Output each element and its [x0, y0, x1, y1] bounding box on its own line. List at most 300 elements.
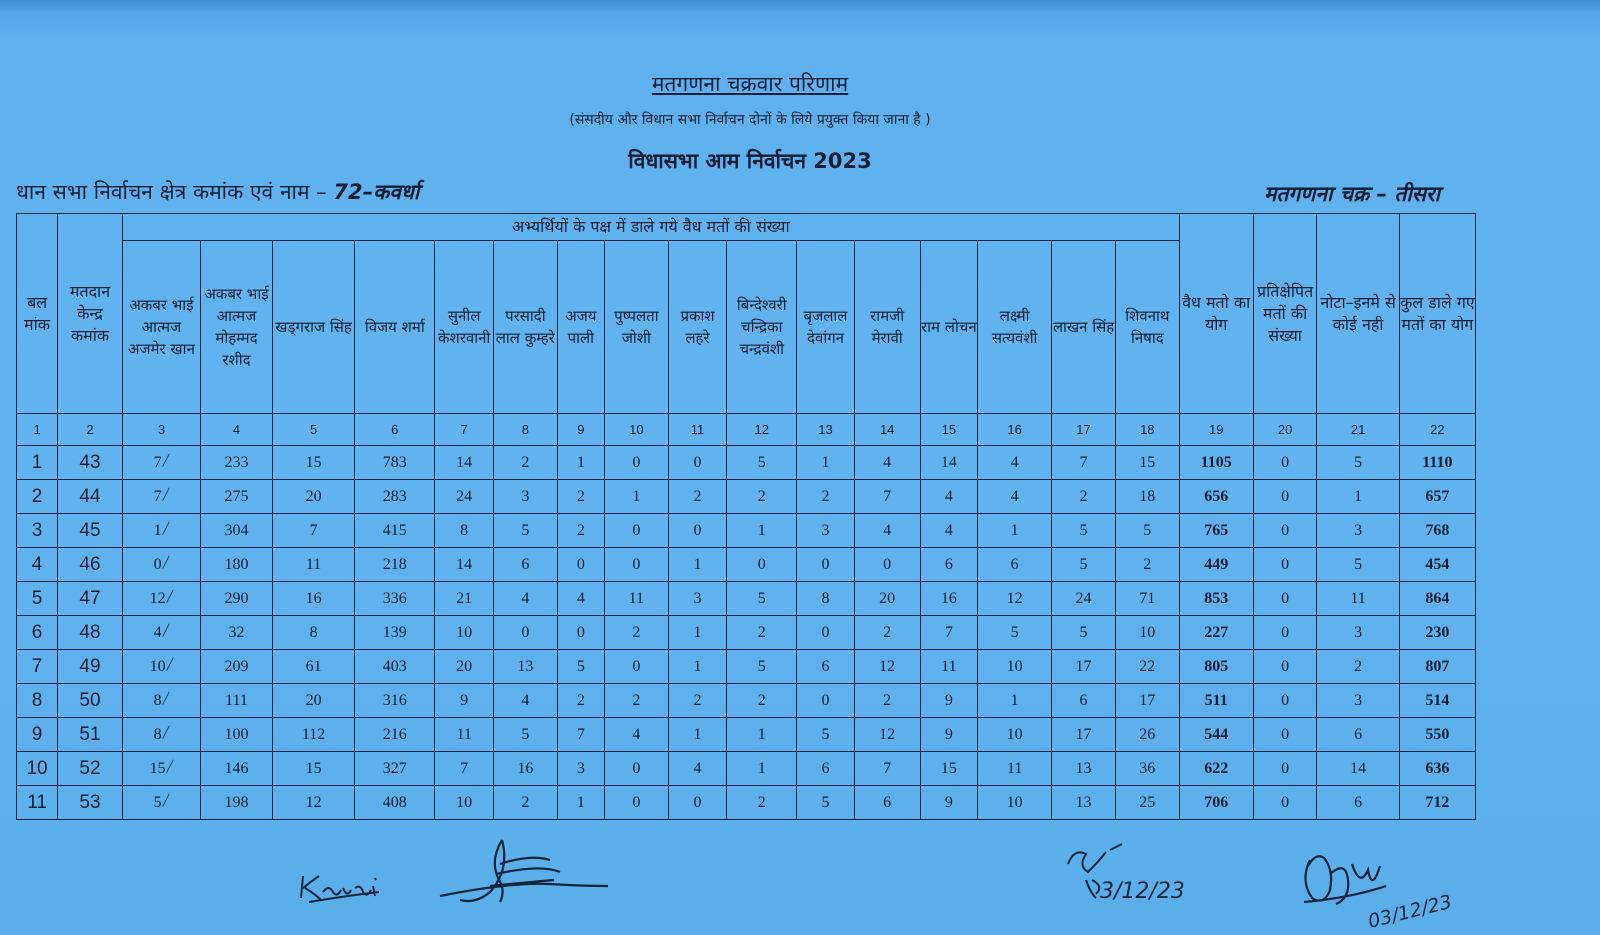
cell-value: 10	[26, 757, 48, 779]
cell-value: 9	[944, 725, 953, 743]
cell-value: 4	[576, 589, 585, 607]
table-cell	[1253, 548, 1317, 582]
table-cell	[201, 684, 273, 718]
cell-value: 48	[79, 621, 101, 643]
cell-value: 3	[521, 487, 530, 505]
table-cell	[17, 480, 58, 514]
table-cell	[727, 650, 797, 684]
cell-value: 0	[632, 657, 641, 675]
cell-value: 327	[382, 759, 407, 777]
table-cell	[17, 548, 58, 582]
table-cell	[557, 684, 604, 718]
table-cell	[1052, 752, 1116, 786]
table-cell	[493, 650, 557, 684]
table-row	[17, 548, 1476, 582]
table-cell	[355, 718, 435, 752]
cell-value: 514	[1425, 691, 1450, 709]
cell-value: 511	[1204, 691, 1228, 709]
cell-value: 2	[757, 793, 766, 811]
round-label: मतगणना चक्र –	[1263, 182, 1388, 206]
table-cell	[122, 548, 200, 582]
cell-value: 11	[941, 657, 957, 675]
table-cell	[435, 616, 494, 650]
cell-value: 1105	[1200, 453, 1232, 471]
table-cell	[1115, 446, 1179, 480]
col-header-14: रामजी मेरावी	[854, 241, 920, 414]
cell-value: 9	[460, 691, 469, 709]
column-number: 21	[1317, 414, 1399, 446]
cell-value: 13	[1075, 793, 1092, 811]
column-number: 6	[355, 414, 435, 446]
column-number: 20	[1253, 414, 1317, 446]
table-cell	[604, 616, 668, 650]
cell-value: 7	[1079, 453, 1088, 471]
cell-value: 2	[757, 487, 766, 505]
cell-value: 1	[576, 793, 585, 811]
table-cell	[1399, 752, 1475, 786]
cell-value: 2	[632, 691, 641, 709]
table-cell	[435, 718, 494, 752]
table-cell	[797, 684, 855, 718]
check-mark-icon: ╱	[166, 590, 174, 603]
cell-value: 7	[309, 521, 318, 539]
table-cell	[122, 786, 200, 820]
table-cell	[1179, 616, 1253, 650]
table-cell	[1317, 786, 1399, 820]
table-cell	[854, 480, 920, 514]
cell-value: 11	[305, 555, 322, 573]
cell-value: 6	[883, 793, 892, 811]
table-cell	[58, 514, 123, 548]
table-cell	[668, 684, 727, 718]
table-cell	[557, 514, 604, 548]
table-cell	[272, 514, 354, 548]
column-number: 10	[604, 414, 668, 446]
cell-value: 304	[224, 521, 249, 539]
table-row	[17, 616, 1476, 650]
table-cell	[727, 480, 797, 514]
table-cell	[797, 514, 855, 548]
cell-value: 24	[456, 487, 473, 505]
table-cell	[604, 684, 668, 718]
cell-value: 112	[301, 725, 326, 743]
col-header-10: पुष्पलता जोशी	[604, 241, 668, 414]
cell-value: 13	[1075, 759, 1092, 777]
table-cell	[1399, 616, 1475, 650]
column-number: 3	[122, 414, 200, 446]
cell-value: 47	[79, 587, 101, 609]
signature-4	[1290, 840, 1465, 935]
table-cell	[201, 548, 273, 582]
cell-value: 22	[1139, 657, 1156, 675]
cell-value: 71	[1139, 589, 1156, 607]
table-cell	[1052, 684, 1116, 718]
table-cell	[355, 548, 435, 582]
col-header-19: वैध मतो का योग	[1179, 214, 1253, 414]
cell-value: 5	[757, 453, 766, 471]
table-cell	[272, 548, 354, 582]
table-cell	[435, 582, 494, 616]
table-cell	[201, 718, 273, 752]
table-cell	[668, 786, 727, 820]
table-cell	[1399, 446, 1475, 480]
table-cell	[727, 684, 797, 718]
table-cell	[17, 650, 58, 684]
table-cell	[668, 718, 727, 752]
table-cell	[1399, 548, 1475, 582]
table-cell	[493, 718, 557, 752]
table-cell	[1317, 446, 1399, 480]
table-cell	[727, 752, 797, 786]
cell-value: 8	[821, 589, 830, 607]
cell-value: 6	[1354, 793, 1363, 811]
cell-value: 768	[1425, 521, 1450, 539]
table-cell	[1317, 752, 1399, 786]
cell-value: 11	[1006, 759, 1023, 777]
table-cell	[1399, 650, 1475, 684]
cell-value: 550	[1425, 725, 1450, 743]
table-cell	[435, 752, 494, 786]
table-cell	[1317, 548, 1399, 582]
cell-value: 5	[1010, 623, 1019, 641]
table-cell	[604, 446, 668, 480]
cell-value: 0	[821, 691, 830, 709]
cell-value: 1	[757, 759, 766, 777]
cell-value: 230	[1425, 623, 1450, 641]
table-cell	[122, 446, 200, 480]
cell-value: 2	[521, 793, 530, 811]
table-cell	[355, 650, 435, 684]
cell-value: 6	[944, 555, 953, 573]
cell-value: 14	[940, 453, 957, 471]
table-cell	[493, 548, 557, 582]
cell-value: 0	[1281, 691, 1290, 709]
table-cell	[797, 752, 855, 786]
table-cell	[1253, 446, 1317, 480]
results-body	[17, 414, 1476, 820]
cell-value: 2	[1079, 487, 1088, 505]
cell-value: 1110	[1422, 453, 1453, 471]
table-cell	[557, 446, 604, 480]
constituency-line	[16, 178, 419, 206]
table-cell	[557, 548, 604, 582]
table-cell	[493, 480, 557, 514]
table-cell	[1052, 582, 1116, 616]
table-cell	[58, 650, 123, 684]
column-number: 2	[58, 414, 123, 446]
table-cell	[1253, 718, 1317, 752]
cell-value: 180	[224, 555, 249, 573]
cell-value: 5	[521, 725, 530, 743]
cell-value: 636	[1425, 759, 1450, 777]
cell-value: 111	[225, 691, 248, 709]
table-cell	[1317, 718, 1399, 752]
cell-value: 6	[521, 555, 530, 573]
cell-value: 14	[456, 555, 473, 573]
cell-value: 4	[1010, 453, 1019, 471]
table-row	[17, 514, 1476, 548]
cell-value: 5	[31, 587, 43, 609]
table-cell	[201, 752, 273, 786]
cell-value: 6	[31, 621, 43, 643]
table-cell	[435, 786, 494, 820]
cell-value: 6	[1354, 725, 1363, 743]
table-cell	[1253, 752, 1317, 786]
table-cell	[727, 616, 797, 650]
table-cell	[1115, 650, 1179, 684]
cell-value: 12	[1006, 589, 1023, 607]
cell-value: 1	[693, 555, 702, 573]
cell-value: 51	[79, 723, 101, 745]
cell-value: 0	[1281, 793, 1290, 811]
table-cell	[355, 446, 435, 480]
table-cell	[122, 684, 200, 718]
cell-value: 12	[149, 589, 166, 607]
table-cell	[854, 752, 920, 786]
table-row	[17, 684, 1476, 718]
column-number: 14	[854, 414, 920, 446]
table-cell	[58, 752, 123, 786]
table-cell	[727, 514, 797, 548]
cell-value: 0	[632, 793, 641, 811]
table-cell	[1179, 514, 1253, 548]
table-cell	[122, 718, 200, 752]
cell-value: 139	[382, 623, 407, 641]
table-cell	[668, 582, 727, 616]
cell-value: 1	[576, 453, 585, 471]
cell-value: 1	[153, 521, 162, 539]
table-cell	[920, 650, 978, 684]
table-cell	[1179, 548, 1253, 582]
cell-value: 6	[821, 759, 830, 777]
cell-value: 61	[305, 657, 322, 675]
column-number: 19	[1179, 414, 1253, 446]
table-cell	[668, 514, 727, 548]
cell-value: 5	[1354, 555, 1363, 573]
table-cell	[1399, 514, 1475, 548]
cell-value: 0	[883, 555, 892, 573]
table-cell	[58, 616, 123, 650]
cell-value: 2	[883, 691, 892, 709]
table-cell	[1115, 752, 1179, 786]
table-cell	[604, 582, 668, 616]
table-cell	[493, 752, 557, 786]
cell-value: 1	[693, 623, 702, 641]
cell-value: 454	[1425, 555, 1450, 573]
table-cell	[854, 514, 920, 548]
table-cell	[1052, 650, 1116, 684]
column-number: 8	[493, 414, 557, 446]
table-cell	[1399, 582, 1475, 616]
cell-value: 3	[1354, 691, 1363, 709]
table-cell	[122, 616, 200, 650]
col-header-9: अजय पाली	[557, 241, 604, 414]
cell-value: 415	[382, 521, 407, 539]
svg-text:03/12/23: 03/12/23	[1365, 890, 1455, 933]
page-title: मतगणना चक्रवार परिणाम	[651, 72, 849, 96]
table-cell	[435, 650, 494, 684]
cell-value: 275	[224, 487, 249, 505]
table-cell	[854, 786, 920, 820]
table-cell	[58, 582, 123, 616]
table-cell	[727, 446, 797, 480]
table-cell	[272, 786, 354, 820]
table-cell	[435, 446, 494, 480]
table-cell	[493, 616, 557, 650]
cell-value: 2	[757, 623, 766, 641]
col-header-1: बल मांक	[17, 214, 58, 414]
cell-value: 11	[27, 791, 47, 813]
cell-value: 0	[693, 453, 702, 471]
table-cell	[1179, 446, 1253, 480]
table-cell	[604, 718, 668, 752]
table-cell	[727, 786, 797, 820]
cell-value: 4	[521, 691, 530, 709]
table-cell	[668, 752, 727, 786]
table-cell	[854, 616, 920, 650]
cell-value: 0	[1281, 555, 1290, 573]
table-cell	[604, 548, 668, 582]
cell-value: 1	[821, 453, 830, 471]
table-cell	[854, 446, 920, 480]
table-cell	[122, 582, 200, 616]
cell-value: 4	[31, 553, 43, 575]
cell-value: 7	[883, 487, 892, 505]
cell-value: 0	[632, 759, 641, 777]
table-cell	[668, 548, 727, 582]
col-header-18: शिवनाथ निषाद	[1115, 241, 1179, 414]
table-cell	[272, 684, 354, 718]
cell-value: 21	[456, 589, 473, 607]
cell-value: 1	[693, 725, 702, 743]
election-heading: विधासभा आम निर्वाचन 2023	[628, 149, 872, 173]
cell-value: 15	[940, 759, 957, 777]
cell-value: 6	[1079, 691, 1088, 709]
table-cell	[604, 650, 668, 684]
cell-value: 336	[382, 589, 407, 607]
cell-value: 403	[382, 657, 407, 675]
column-number: 12	[727, 414, 797, 446]
cell-value: 17	[1075, 657, 1092, 675]
cell-value: 765	[1204, 521, 1229, 539]
cell-value: 10	[456, 623, 473, 641]
cell-value: 3	[31, 519, 43, 541]
cell-value: 10	[149, 657, 166, 675]
cell-value: 16	[305, 589, 322, 607]
table-cell	[557, 650, 604, 684]
table-cell	[355, 684, 435, 718]
col-header-5: खड्गराज सिंह	[272, 241, 354, 414]
table-cell	[1399, 480, 1475, 514]
table-cell	[272, 480, 354, 514]
cell-value: 2	[757, 691, 766, 709]
cell-value: 10	[1006, 657, 1023, 675]
cell-value: 0	[576, 623, 585, 641]
table-cell	[978, 684, 1052, 718]
table-cell	[978, 446, 1052, 480]
table-cell	[668, 446, 727, 480]
table-cell	[1179, 786, 1253, 820]
table-cell	[122, 480, 200, 514]
cell-value: 209	[224, 657, 249, 675]
cell-value: 8	[460, 521, 469, 539]
col-header-6: विजय शर्मा	[355, 241, 435, 414]
table-cell	[668, 650, 727, 684]
page-subtitle: (संसदीय और विधान सभा निर्वाचन दोनों के लिये प्रयुक्त किया जाना है )	[569, 112, 931, 128]
cell-value: 2	[1143, 555, 1152, 573]
cell-value: 4	[944, 487, 953, 505]
cell-value: 0	[632, 521, 641, 539]
table-cell	[920, 616, 978, 650]
cell-value: 2	[521, 453, 530, 471]
cell-value: 5	[821, 793, 830, 811]
table-cell	[201, 446, 273, 480]
table-cell	[122, 650, 200, 684]
cell-value: 3	[693, 589, 702, 607]
cell-value: 0	[1281, 589, 1290, 607]
table-cell	[1253, 616, 1317, 650]
table-cell	[1115, 786, 1179, 820]
table-cell	[1052, 718, 1116, 752]
cell-value: 0	[632, 555, 641, 573]
table-cell	[17, 718, 58, 752]
cell-value: 657	[1425, 487, 1450, 505]
column-number: 18	[1115, 414, 1179, 446]
table-cell	[668, 480, 727, 514]
table-cell	[797, 786, 855, 820]
cell-value: 50	[79, 689, 101, 711]
table-cell	[17, 582, 58, 616]
table-cell	[797, 548, 855, 582]
table-cell	[978, 786, 1052, 820]
table-cell	[1179, 582, 1253, 616]
column-number: 7	[435, 414, 494, 446]
cell-value: 2	[31, 485, 43, 507]
cell-value: 10	[1139, 623, 1156, 641]
cell-value: 5	[1079, 555, 1088, 573]
cell-value: 7	[460, 759, 469, 777]
table-cell	[272, 718, 354, 752]
table-cell	[797, 616, 855, 650]
table-cell	[604, 786, 668, 820]
table-cell	[1317, 514, 1399, 548]
cell-value: 17	[1075, 725, 1092, 743]
col-header-15: राम लोचन	[920, 241, 978, 414]
col-header-21: नोटा–इनमे से कोई नही	[1317, 214, 1399, 414]
cell-value: 3	[821, 521, 830, 539]
table-cell	[1115, 480, 1179, 514]
table-cell	[1179, 684, 1253, 718]
table-cell	[355, 752, 435, 786]
table-cell	[355, 616, 435, 650]
cell-value: 6	[1010, 555, 1019, 573]
table-row	[17, 752, 1476, 786]
col-header-20: प्रतिक्षेपित मतों की संख्या	[1253, 214, 1317, 414]
table-cell	[122, 752, 200, 786]
table-cell	[17, 616, 58, 650]
col-header-3: अकबर भाई आत्मज अजमेर खान	[122, 241, 200, 414]
cell-value: 20	[879, 589, 896, 607]
table-cell	[1317, 684, 1399, 718]
cell-value: 8	[31, 689, 43, 711]
table-row	[17, 718, 1476, 752]
table-cell	[1115, 616, 1179, 650]
cell-value: 1	[632, 487, 641, 505]
cell-value: 2	[821, 487, 830, 505]
table-cell	[797, 582, 855, 616]
cell-value: 10	[1006, 725, 1023, 743]
table-cell	[355, 480, 435, 514]
